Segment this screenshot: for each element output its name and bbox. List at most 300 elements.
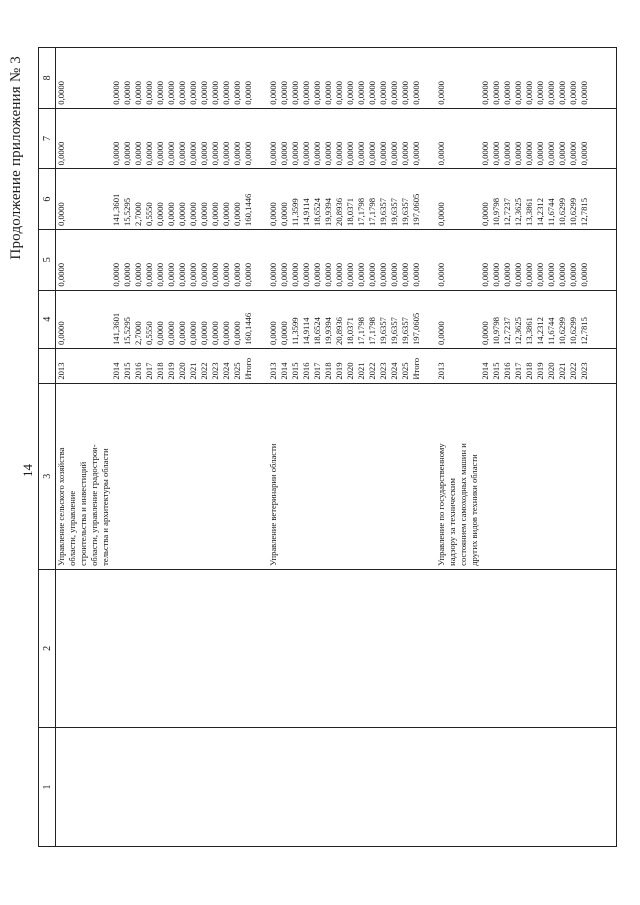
value-col7: 0,0000 (155, 108, 166, 169)
department-cell (546, 383, 557, 569)
col2-cell (513, 569, 524, 727)
spacer-cell (422, 229, 436, 290)
value-col8: 0,0000 (210, 48, 221, 109)
year-cell: 2025 (400, 349, 411, 384)
value-col4: 10,6299 (557, 290, 568, 348)
value-col5: 0,0000 (166, 229, 177, 290)
spacer-cell (422, 108, 436, 169)
department-cell (144, 383, 155, 569)
value-col4: 20,8936 (334, 290, 345, 348)
value-col4: 0,0000 (155, 290, 166, 348)
value-col7: 0,0000 (367, 108, 378, 169)
year-cell: 2016 (133, 349, 144, 384)
table-row (480, 48, 491, 847)
value-col4: 12,3625 (513, 290, 524, 348)
col2-cell (232, 569, 243, 727)
department-cell (411, 383, 422, 569)
department-cell (535, 383, 546, 569)
value-col8: 0,0000 (513, 48, 524, 109)
year-cell: 2013 (436, 349, 480, 384)
col2-cell (389, 569, 400, 727)
value-col4: 17,1798 (356, 290, 367, 348)
department-cell (524, 383, 535, 569)
value-col4: 0,0000 (188, 290, 199, 348)
value-col5: 0,0000 (356, 229, 367, 290)
group-spacer (254, 48, 268, 847)
value-col6: 17,1798 (367, 169, 378, 230)
value-col7: 0,0000 (210, 108, 221, 169)
group-spacer (422, 48, 436, 847)
year-cell: Итого (411, 349, 422, 384)
year-cell: 2022 (367, 349, 378, 384)
department-cell (188, 383, 199, 569)
year-cell: 2017 (144, 349, 155, 384)
value-col6: 10,6299 (557, 169, 568, 230)
value-col5: 0,0000 (199, 229, 210, 290)
value-col5: 0,0000 (155, 229, 166, 290)
value-col5: 0,0000 (144, 229, 155, 290)
value-col7: 0,0000 (166, 108, 177, 169)
year-cell: 2018 (155, 349, 166, 384)
value-col7: 0,0000 (557, 108, 568, 169)
value-col4: 0,0000 (177, 290, 188, 348)
value-col4: 0,0000 (221, 290, 232, 348)
col2-cell (546, 569, 557, 727)
value-col5: 0,0000 (411, 229, 422, 290)
empty-cell (590, 727, 617, 846)
value-col8: 0,0000 (524, 48, 535, 109)
col2-cell (356, 569, 367, 727)
year-cell: 2014 (111, 349, 122, 384)
col2-cell (144, 569, 155, 727)
value-col5: 0,0000 (56, 229, 112, 290)
table-row (279, 48, 290, 847)
table-row (345, 48, 356, 847)
year-cell: Итого (243, 349, 254, 384)
department-cell (199, 383, 210, 569)
col1-cell (546, 727, 557, 846)
col1-cell (199, 727, 210, 846)
value-col8: 0,0000 (389, 48, 400, 109)
year-cell: 2017 (513, 349, 524, 384)
value-col5: 0,0000 (367, 229, 378, 290)
value-col5: 0,0000 (133, 229, 144, 290)
value-col6: 20,8936 (334, 169, 345, 230)
value-col8: 0,0000 (166, 48, 177, 109)
table-row (155, 48, 166, 847)
col2-cell (188, 569, 199, 727)
column-header: 4 (39, 290, 56, 348)
value-col4: 0,5550 (144, 290, 155, 348)
spacer-cell (422, 727, 436, 846)
department-cell (345, 383, 356, 569)
value-col8: 0,0000 (480, 48, 491, 109)
value-col7: 0,0000 (579, 108, 590, 169)
empty-cell (590, 290, 617, 348)
value-col4: 18,6524 (312, 290, 323, 348)
department-cell (221, 383, 232, 569)
col1-cell (389, 727, 400, 846)
value-col7: 0,0000 (122, 108, 133, 169)
col2-cell (411, 569, 422, 727)
value-col4: 0,0000 (480, 290, 491, 348)
department-name-line: тельства и архитектуры области (100, 448, 110, 566)
year-cell: 2020 (546, 349, 557, 384)
value-col7: 0,0000 (535, 108, 546, 169)
value-col6: 0,0000 (436, 169, 480, 230)
value-col5: 0,0000 (400, 229, 411, 290)
col2-cell (535, 569, 546, 727)
value-col5: 0,0000 (268, 229, 279, 290)
year-cell: 2019 (334, 349, 345, 384)
col1-cell (535, 727, 546, 846)
department-cell (491, 383, 502, 569)
value-col8: 0,0000 (579, 48, 590, 109)
col1-cell (155, 727, 166, 846)
value-col8: 0,0000 (232, 48, 243, 109)
value-col6: 19,6357 (378, 169, 389, 230)
department-cell (155, 383, 166, 569)
year-cell: 2022 (199, 349, 210, 384)
value-col5: 0,0000 (290, 229, 301, 290)
value-col4: 197,0605 (411, 290, 422, 348)
value-col6: 0,0000 (56, 169, 112, 230)
value-col4: 19,6357 (378, 290, 389, 348)
col1-cell (334, 727, 345, 846)
col2-cell (243, 569, 254, 727)
table-body (56, 48, 617, 847)
department-name-line: Управление по государственному (436, 443, 446, 566)
year-cell: 2025 (232, 349, 243, 384)
value-col8: 0,0000 (177, 48, 188, 109)
table-row (436, 48, 480, 847)
col1-cell (144, 727, 155, 846)
col2-cell (279, 569, 290, 727)
value-col4: 11,6744 (546, 290, 557, 348)
value-col6: 0,5550 (144, 169, 155, 230)
year-cell: 2020 (345, 349, 356, 384)
empty-cell (590, 108, 617, 169)
empty-cell (590, 569, 617, 727)
value-col4: 0,0000 (210, 290, 221, 348)
value-col7: 0,0000 (491, 108, 502, 169)
year-cell: 2024 (389, 349, 400, 384)
value-col8: 0,0000 (199, 48, 210, 109)
value-col6: 0,0000 (177, 169, 188, 230)
col2-cell (400, 569, 411, 727)
year-cell: 2016 (502, 349, 513, 384)
table-row (268, 48, 279, 847)
value-col5: 0,0000 (436, 229, 480, 290)
col1-cell (268, 727, 279, 846)
value-col5: 0,0000 (557, 229, 568, 290)
value-col7: 0,0000 (188, 108, 199, 169)
value-col8: 0,0000 (345, 48, 356, 109)
department-cell (334, 383, 345, 569)
department-cell (232, 383, 243, 569)
department-name-line: области, управление градострои- (89, 444, 99, 566)
value-col4: 18,0371 (345, 290, 356, 348)
value-col7: 0,0000 (323, 108, 334, 169)
value-col6: 13,3861 (524, 169, 535, 230)
value-col8: 0,0000 (268, 48, 279, 109)
value-col5: 0,0000 (568, 229, 579, 290)
col2-cell (334, 569, 345, 727)
table-row (122, 48, 133, 847)
table-row (411, 48, 422, 847)
year-cell: 2023 (210, 349, 221, 384)
value-col8: 0,0000 (400, 48, 411, 109)
value-col8: 0,0000 (491, 48, 502, 109)
value-col6: 17,1798 (356, 169, 367, 230)
value-col6: 0,0000 (232, 169, 243, 230)
value-col6: 0,0000 (155, 169, 166, 230)
value-col4: 10,6299 (568, 290, 579, 348)
department-cell (111, 383, 122, 569)
value-col7: 0,0000 (111, 108, 122, 169)
value-col7: 0,0000 (356, 108, 367, 169)
table-row (232, 48, 243, 847)
table-row (513, 48, 524, 847)
value-col5: 0,0000 (389, 229, 400, 290)
value-col5: 0,0000 (579, 229, 590, 290)
department-cell (480, 383, 491, 569)
col1-cell (400, 727, 411, 846)
col2-cell (557, 569, 568, 727)
value-col4: 19,6357 (389, 290, 400, 348)
col1-cell (232, 727, 243, 846)
value-col8: 0,0000 (546, 48, 557, 109)
year-cell: 2021 (557, 349, 568, 384)
value-col5: 0,0000 (188, 229, 199, 290)
year-cell: 2020 (177, 349, 188, 384)
value-col4: 14,9114 (301, 290, 312, 348)
col2-cell (199, 569, 210, 727)
value-col6: 0,0000 (188, 169, 199, 230)
year-cell: 2015 (122, 349, 133, 384)
department-cell (436, 383, 480, 569)
empty-cell (590, 349, 617, 384)
value-col6: 0,0000 (268, 169, 279, 230)
year-cell: 2016 (301, 349, 312, 384)
value-col5: 0,0000 (177, 229, 188, 290)
department-name-line: области, управление (67, 490, 77, 566)
col2-cell (133, 569, 144, 727)
value-col8: 0,0000 (436, 48, 480, 109)
year-cell: 2017 (312, 349, 323, 384)
column-header: 8 (39, 48, 56, 109)
value-col7: 0,0000 (389, 108, 400, 169)
value-col7: 0,0000 (378, 108, 389, 169)
value-col8: 0,0000 (535, 48, 546, 109)
value-col7: 0,0000 (144, 108, 155, 169)
value-col7: 0,0000 (268, 108, 279, 169)
department-cell (166, 383, 177, 569)
col1-cell (166, 727, 177, 846)
table-row (502, 48, 513, 847)
table-row (210, 48, 221, 847)
value-col4: 0,0000 (56, 290, 112, 348)
value-col8: 0,0000 (411, 48, 422, 109)
col2-cell (177, 569, 188, 727)
year-cell: 2013 (56, 349, 112, 384)
year-cell: 2024 (221, 349, 232, 384)
value-col6: 10,9798 (491, 169, 502, 230)
col2-cell (323, 569, 334, 727)
table-row (188, 48, 199, 847)
year-cell: 2021 (188, 349, 199, 384)
column-header: 6 (39, 169, 56, 230)
col1-cell (279, 727, 290, 846)
year-cell: 2019 (535, 349, 546, 384)
department-cell (323, 383, 334, 569)
value-col5: 0,0000 (535, 229, 546, 290)
value-col8: 0,0000 (568, 48, 579, 109)
year-cell: 2023 (378, 349, 389, 384)
spacer-cell (254, 727, 268, 846)
table-row (243, 48, 254, 847)
col1-cell (243, 727, 254, 846)
department-cell (312, 383, 323, 569)
value-col8: 0,0000 (378, 48, 389, 109)
table-row (301, 48, 312, 847)
year-cell: 2015 (491, 349, 502, 384)
value-col5: 0,0000 (122, 229, 133, 290)
value-col5: 0,0000 (279, 229, 290, 290)
table-row (221, 48, 232, 847)
col2-cell (524, 569, 535, 727)
value-col8: 0,0000 (323, 48, 334, 109)
col1-cell (356, 727, 367, 846)
value-col5: 0,0000 (221, 229, 232, 290)
table-row (199, 48, 210, 847)
value-col8: 0,0000 (122, 48, 133, 109)
value-col8: 0,0000 (188, 48, 199, 109)
value-col7: 0,0000 (221, 108, 232, 169)
value-col6: 0,0000 (480, 169, 491, 230)
value-col5: 0,0000 (480, 229, 491, 290)
department-cell (367, 383, 378, 569)
department-cell (400, 383, 411, 569)
table-row (367, 48, 378, 847)
value-col6: 14,9114 (301, 169, 312, 230)
value-col6: 11,6744 (546, 169, 557, 230)
column-header (39, 349, 56, 384)
value-col7: 0,0000 (502, 108, 513, 169)
value-col5: 0,0000 (345, 229, 356, 290)
year-cell: 2023 (579, 349, 590, 384)
table-row (290, 48, 301, 847)
value-col8: 0,0000 (111, 48, 122, 109)
value-col6: 0,0000 (279, 169, 290, 230)
table-row (133, 48, 144, 847)
department-cell (210, 383, 221, 569)
department-cell (177, 383, 188, 569)
table-row (546, 48, 557, 847)
value-col5: 0,0000 (301, 229, 312, 290)
value-col6: 141,3601 (111, 169, 122, 230)
value-col4: 0,0000 (232, 290, 243, 348)
value-col4: 0,0000 (166, 290, 177, 348)
department-cell (301, 383, 312, 569)
col1-cell (524, 727, 535, 846)
value-col6: 18,0371 (345, 169, 356, 230)
table-row (166, 48, 177, 847)
department-cell (122, 383, 133, 569)
value-col4: 0,0000 (436, 290, 480, 348)
value-col6: 11,3599 (290, 169, 301, 230)
spacer-cell (254, 383, 268, 569)
value-col6: 19,6357 (389, 169, 400, 230)
year-cell: 2018 (323, 349, 334, 384)
value-col4: 0,0000 (279, 290, 290, 348)
value-col7: 0,0000 (568, 108, 579, 169)
value-col6: 18,6524 (312, 169, 323, 230)
col2-cell (378, 569, 389, 727)
col1-cell (122, 727, 133, 846)
spacer-cell (422, 349, 436, 384)
table-row (491, 48, 502, 847)
value-col8: 0,0000 (221, 48, 232, 109)
value-col6: 12,7815 (579, 169, 590, 230)
appendix-caption: Продолжение приложения № 3 (8, 56, 24, 260)
value-col8: 0,0000 (133, 48, 144, 109)
value-col7: 0,0000 (400, 108, 411, 169)
department-cell (279, 383, 290, 569)
value-col6: 19,6357 (400, 169, 411, 230)
value-col6: 15,5295 (122, 169, 133, 230)
value-col8: 0,0000 (334, 48, 345, 109)
spacer-cell (422, 290, 436, 348)
col1-cell (290, 727, 301, 846)
value-col7: 0,0000 (243, 108, 254, 169)
value-col7: 0,0000 (279, 108, 290, 169)
table-row (323, 48, 334, 847)
value-col4: 160,1446 (243, 290, 254, 348)
col2-cell (502, 569, 513, 727)
value-col8: 0,0000 (557, 48, 568, 109)
spacer-cell (254, 290, 268, 348)
col1-cell (301, 727, 312, 846)
department-name-line: состоянием самоходных машин и (458, 443, 468, 566)
year-cell: 2019 (166, 349, 177, 384)
value-col4: 17,1798 (367, 290, 378, 348)
col2-cell (111, 569, 122, 727)
value-col5: 0,0000 (210, 229, 221, 290)
department-cell (133, 383, 144, 569)
value-col8: 0,0000 (144, 48, 155, 109)
spacer-cell (422, 48, 436, 109)
col2-cell (579, 569, 590, 727)
value-col7: 0,0000 (513, 108, 524, 169)
value-col7: 0,0000 (199, 108, 210, 169)
value-col8: 0,0000 (155, 48, 166, 109)
year-cell: 2022 (568, 349, 579, 384)
value-col5: 0,0000 (323, 229, 334, 290)
value-col8: 0,0000 (279, 48, 290, 109)
col2-cell (210, 569, 221, 727)
value-col4: 141,3601 (111, 290, 122, 348)
value-col4: 13,3861 (524, 290, 535, 348)
column-header: 2 (39, 569, 56, 727)
col1-cell (367, 727, 378, 846)
department-cell (268, 383, 279, 569)
department-name-line: других видов техники области (469, 454, 479, 566)
department-cell (389, 383, 400, 569)
col2-cell (166, 569, 177, 727)
col2-cell (568, 569, 579, 727)
value-col7: 0,0000 (524, 108, 535, 169)
